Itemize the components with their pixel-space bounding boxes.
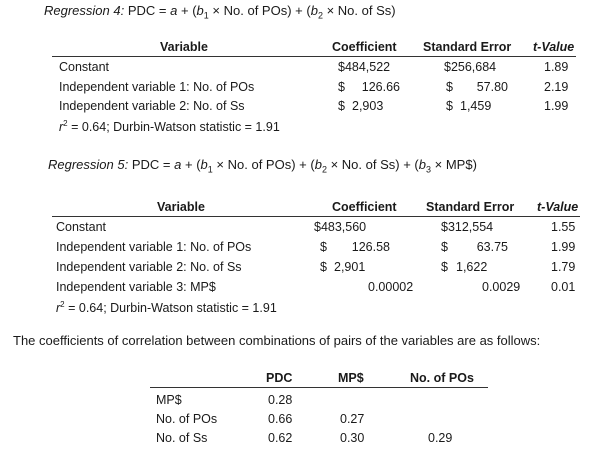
table-cell: 0.66 [268,412,293,426]
column-header-t-value: t-Value [537,200,579,214]
coefficient-dollar-sign: $ [320,240,327,254]
table-row-coefficient: 126.58 [351,240,390,254]
column-header-t-value: t-Value [533,40,575,54]
stderr-dollar-sign: $ [446,80,453,94]
table-row-standard-error: $312,554 [441,220,494,234]
table-row-t-value: 1.55 [551,220,576,234]
header-rule [150,387,488,388]
column-header-standard-error: Standard Error [426,200,515,214]
column-header-variable: Variable [160,40,208,54]
table-row-variable: Independent variable 2: No. of Ss [59,99,245,113]
table-row-label: No. of POs [156,412,218,426]
table-row-coefficient: $484,522 [338,60,391,74]
table-row-t-value: 2.19 [544,80,569,94]
column-header-variable: Variable [157,200,205,214]
table-cell: 0.29 [428,431,453,445]
header-rule [52,56,576,57]
table-row-t-value: 1.89 [544,60,569,74]
table-row-label: No. of Ss [156,431,208,445]
table-row-t-value: 1.79 [551,260,576,274]
table-row-label: MP$ [156,393,182,407]
table-row-variable: Constant [59,60,110,74]
coefficient-dollar-sign: $ [338,80,345,94]
correlation-intro: The coefficients of correlation between combinations of pairs of the variables are as follows: [13,333,541,348]
header-rule [52,216,580,217]
regression-4-stats: $r^2 = 0.64$; Durbin-Watson statistic = 1.91 [59,119,280,135]
table-cell: 0.30 [340,431,365,445]
stderr-dollar-sign: $ [441,260,448,274]
column-header-mps: MP$ [338,371,364,385]
column-header-coefficient: Coefficient [332,200,397,214]
column-header-standard-error: Standard Error [423,40,512,54]
table-row-standard-error: $256,684 [444,60,497,74]
regression-4-equation: Regression 4: PDC = $a + (b_1 \times No$. of $POs) + (b_2 \times No$. of Ss) [44,3,396,21]
column-header-no-of-pos: No. of POs [410,371,474,385]
coefficient-dollar-sign: $ [338,99,345,113]
table-row-standard-error: 63.75 [476,240,508,254]
table-row-t-value: 0.01 [551,280,576,294]
column-header-coefficient: Coefficient [332,40,397,54]
table-row-standard-error: 1,459 [460,99,492,113]
regression-5-stats: $r^2 = 0.64$; Durbin-Watson statistic = 1.91 [56,300,277,316]
coefficient-dollar-sign: $ [320,260,327,274]
stderr-dollar-sign: $ [446,99,453,113]
table-row-t-value: 1.99 [544,99,569,113]
table-row-coefficient: 0.00002 [368,280,414,294]
table-row-coefficient: 126.66 [361,80,400,94]
table-row-variable: Independent variable 2: No. of Ss [56,260,242,274]
stderr-dollar-sign: $ [441,240,448,254]
table-row-standard-error: 57.80 [476,80,508,94]
table-row-variable: Independent variable 1: No. of POs [59,80,255,94]
table-row-variable: Independent variable 1: No. of POs [56,240,252,254]
table-row-standard-error: 1,622 [456,260,488,274]
column-header-pdc: PDC [266,371,293,385]
table-row-variable: Constant [56,220,107,234]
table-row-coefficient: 2,903 [352,99,384,113]
table-row-t-value: 1.99 [551,240,576,254]
table-row-coefficient: $483,560 [314,220,367,234]
regression-4-label: Regression 4: [44,3,125,18]
table-cell: 0.62 [268,431,293,445]
regression-5-label: Regression 5: [48,157,129,172]
table-row-variable: Independent variable 3: MP$ [56,280,216,294]
table-row-standard-error: 0.0029 [482,280,521,294]
table-cell: 0.27 [340,412,365,426]
regression-5-equation: Regression 5: PDC = $a + (b_1 \times No$. of $POs) + (b_2 \times No$. of $Ss) + (b_3$ × MP$) [48,157,477,175]
table-row-coefficient: 2,901 [334,260,366,274]
table-cell: 0.28 [268,393,293,407]
